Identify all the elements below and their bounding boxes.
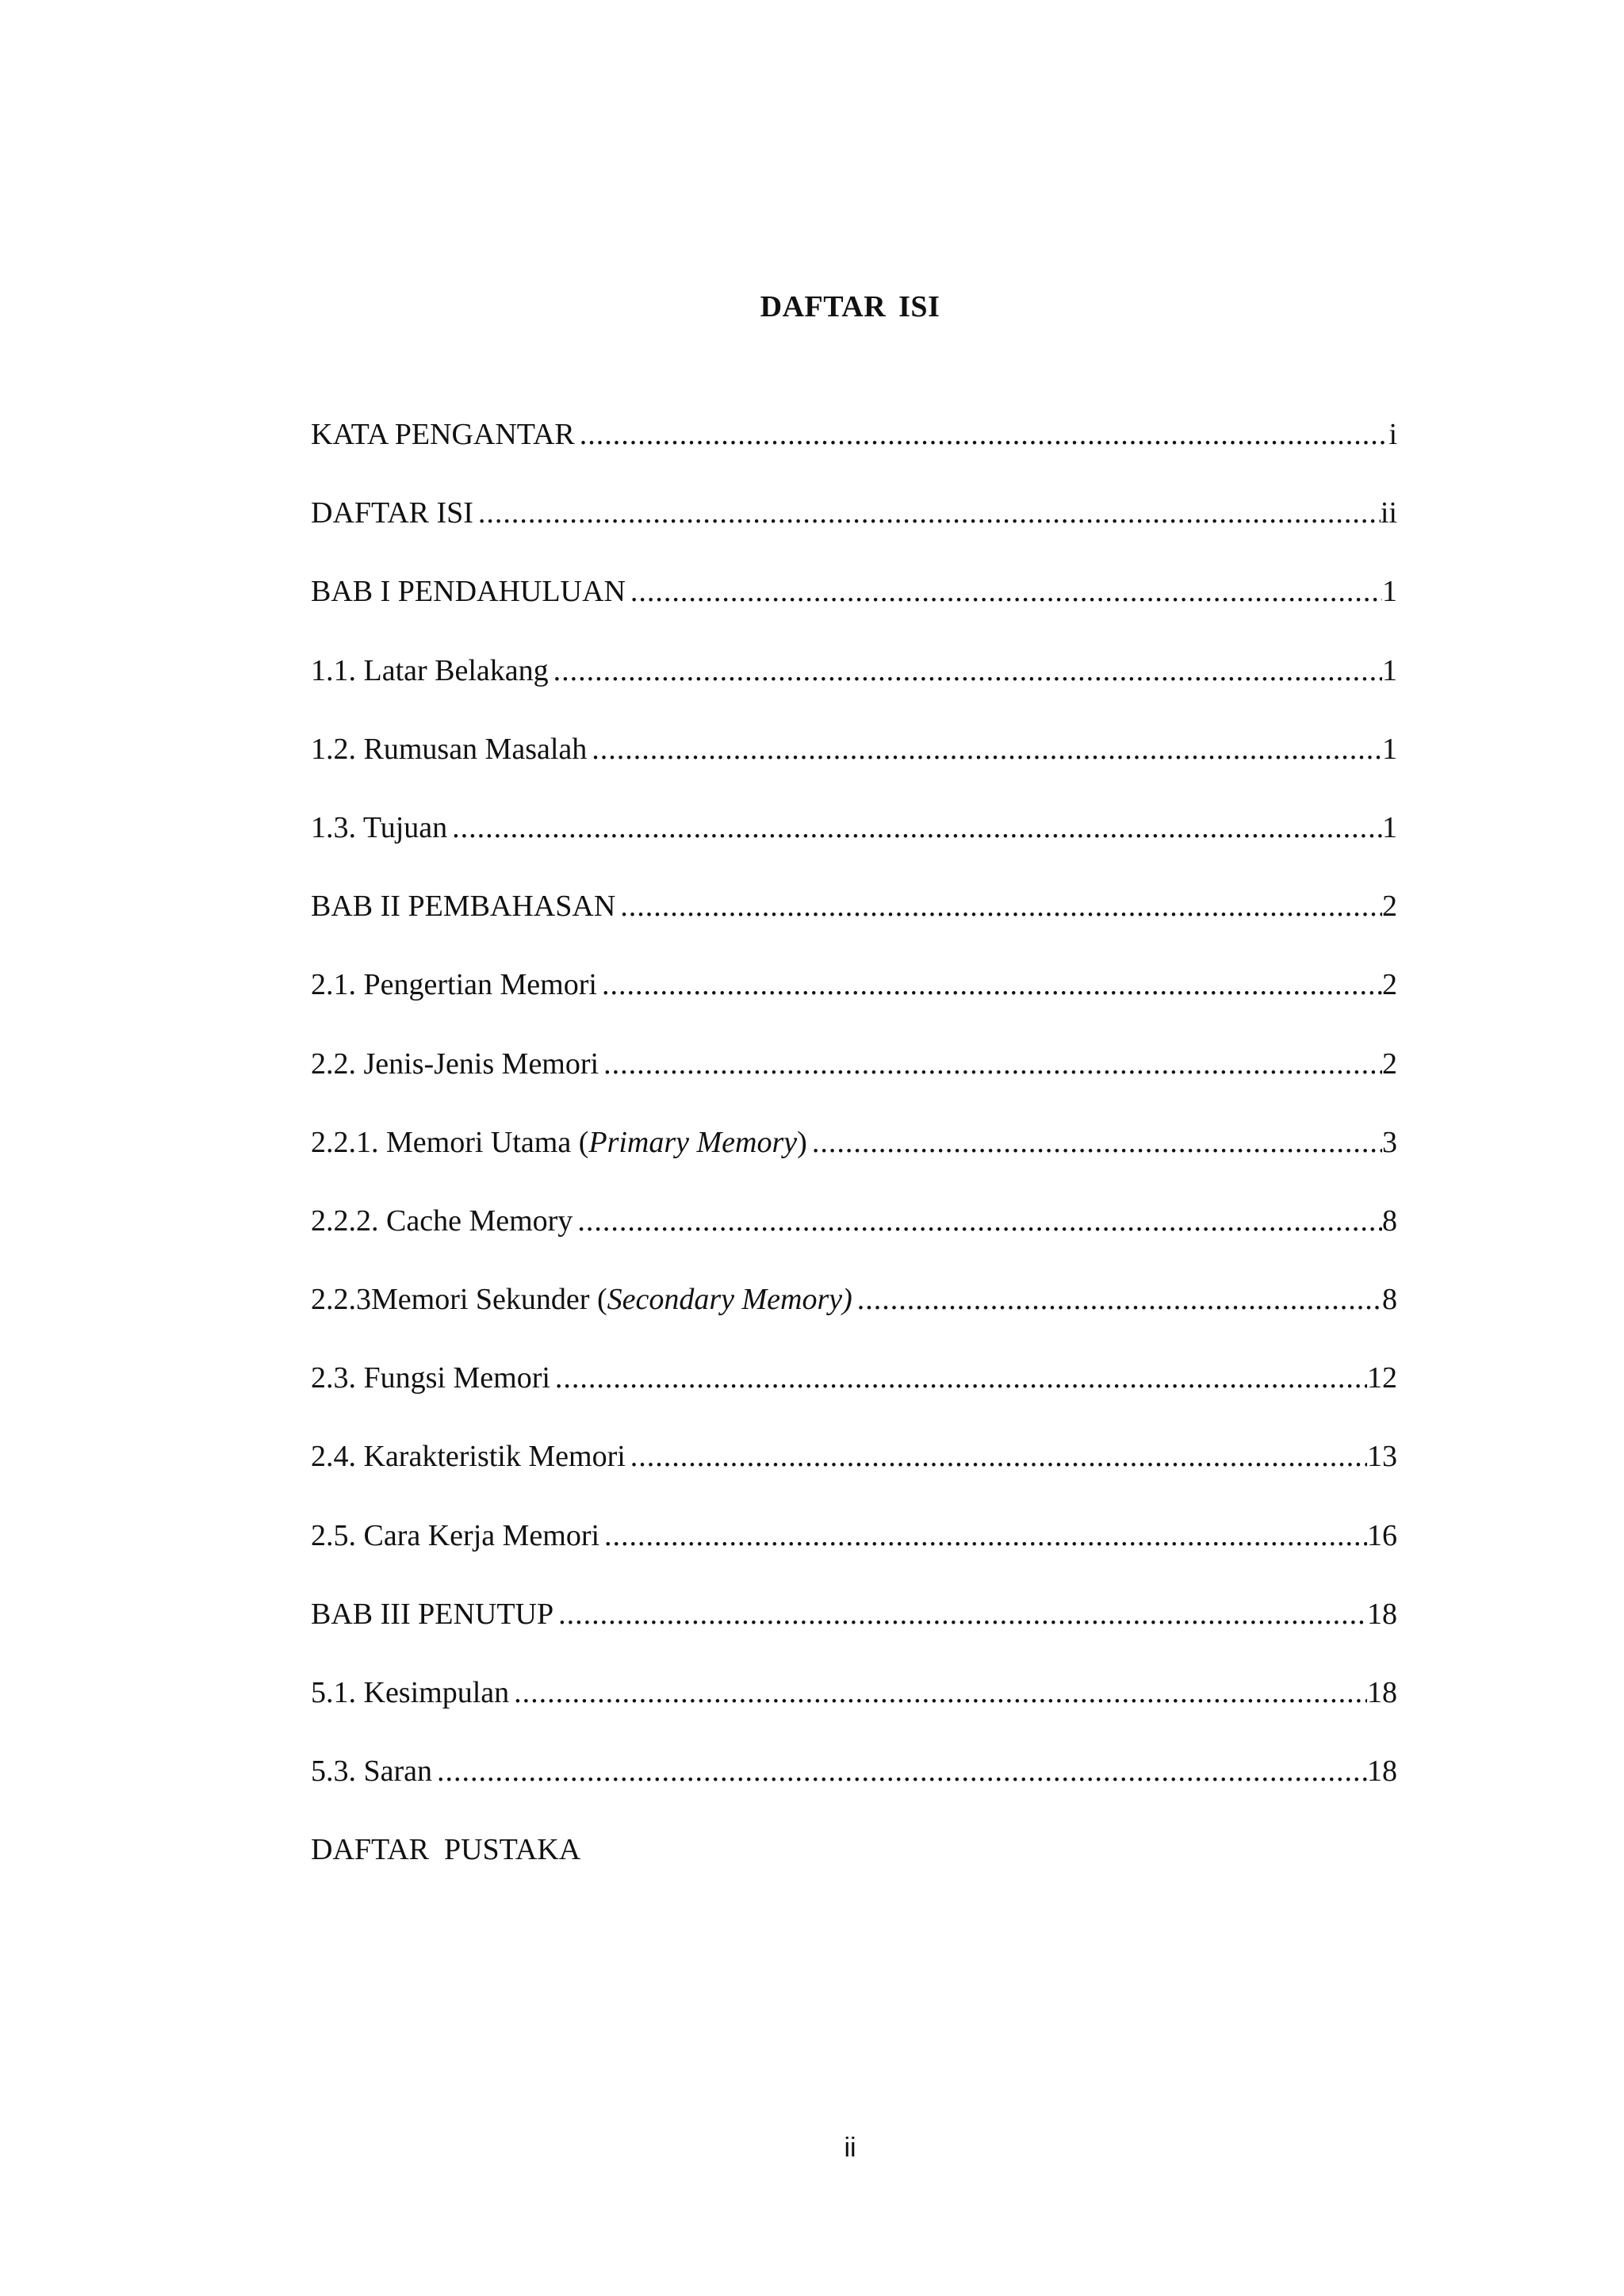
- toc-entry-2-5: [311, 1512, 1397, 1590]
- toc-entry-1-2: [311, 725, 1397, 804]
- toc-entry-label: 2.2. Jenis-Jenis Memori: [311, 1047, 599, 1081]
- toc-entry-page: 8: [1382, 1203, 1397, 1238]
- toc-dot-leader: [603, 1040, 1382, 1088]
- toc-dot-leader: [620, 882, 1382, 930]
- toc-dot-leader: [514, 1669, 1367, 1716]
- toc-entry-label: 1.2. Rumusan Masalah: [311, 732, 588, 766]
- toc-entry-label-italic: Primary Memory: [588, 1125, 798, 1159]
- toc-entry-label: 2.3. Fungsi Memori: [311, 1361, 550, 1395]
- toc-entry-bab-2: [311, 882, 1397, 961]
- toc-entry-daftar-isi: [311, 489, 1397, 568]
- toc-entry-daftar-pustaka: [311, 1826, 1397, 1904]
- toc-entry-label-italic: Secondary Memory): [607, 1283, 852, 1317]
- toc-dot-leader: [555, 1354, 1367, 1402]
- toc-entry-label: DAFTAR ISI: [311, 496, 473, 530]
- page-title: DAFTAR ISI: [760, 290, 940, 323]
- toc-entry-page: 18: [1367, 1597, 1397, 1631]
- toc-entry-2-2-1: [311, 1119, 1397, 1197]
- toc-entry-label: BAB I PENDAHULUAN: [311, 575, 626, 609]
- toc-entry-label: BAB III PENUTUP: [311, 1597, 554, 1631]
- toc-entry-page: ii: [1380, 496, 1397, 530]
- toc-entry-label: 2.4. Karakteristik Memori: [311, 1440, 626, 1474]
- toc-entry-page: 1: [1382, 810, 1397, 844]
- toc-entry-page: 18: [1367, 1676, 1397, 1709]
- toc-entry-page: 16: [1367, 1518, 1397, 1552]
- toc-dot-leader: [452, 804, 1382, 851]
- toc-entry-label: BAB II PEMBAHASAN: [311, 890, 616, 924]
- toc-entry-label-start: 2.2.1. Memori Utama (: [311, 1125, 589, 1159]
- toc-entry-page: 8: [1382, 1283, 1397, 1317]
- toc-entry-5-1: [311, 1669, 1397, 1747]
- toc-entry-2-4: [311, 1433, 1397, 1511]
- toc-entry-5-3: [311, 1747, 1397, 1826]
- toc-entry-label: KATA PENGANTAR: [311, 418, 575, 451]
- toc-entry-label: [311, 1276, 852, 1323]
- toc-entry-2-2-2: [311, 1197, 1397, 1276]
- toc-entry-page: 1: [1382, 653, 1397, 687]
- toc-entry-page: 2: [1382, 968, 1397, 1002]
- toc-entry-label: 2.5. Cara Kerja Memori: [311, 1518, 600, 1552]
- toc-dot-leader: [577, 1197, 1382, 1245]
- toc-dot-leader: [630, 1433, 1367, 1480]
- toc-dot-leader: [592, 725, 1382, 773]
- toc-dot-leader: [478, 489, 1381, 537]
- toc-entry-label: [311, 1119, 807, 1166]
- toc-entry-bab-1: [311, 568, 1397, 646]
- toc-entry-page: 12: [1367, 1361, 1397, 1395]
- toc-entry-1-1: [311, 647, 1397, 725]
- toc-entry-label: DAFTAR PUSTAKA: [311, 1833, 581, 1867]
- toc-dot-leader: [630, 568, 1382, 615]
- toc-entry-label: 5.3. Saran: [311, 1755, 433, 1789]
- toc-entry-kata-pengantar: [311, 411, 1397, 489]
- toc-entry-page: i: [1388, 418, 1397, 451]
- toc-entry-2-1: [311, 961, 1397, 1039]
- toc-entry-label: 2.2.2. Cache Memory: [311, 1203, 573, 1238]
- toc-dot-leader: [437, 1747, 1367, 1795]
- toc-entry-1-3: [311, 804, 1397, 882]
- toc-dot-leader: [580, 411, 1389, 458]
- toc-entry-page: 3: [1382, 1125, 1397, 1159]
- toc-entry-label-start: 2.2.3Memori Sekunder (: [311, 1283, 607, 1317]
- toc-entry-2-3: [311, 1354, 1397, 1433]
- toc-dot-leader: [604, 1512, 1367, 1559]
- toc-entry-2-2: [311, 1040, 1397, 1119]
- toc-entry-label-end: ): [797, 1125, 807, 1159]
- toc-entry-label: 5.1. Kesimpulan: [311, 1676, 510, 1709]
- toc-entry-label: 2.1. Pengertian Memori: [311, 968, 597, 1002]
- toc-entry-page: 1: [1382, 732, 1397, 766]
- page-number: ii: [844, 2133, 856, 2163]
- toc-entry-label: 1.3. Tujuan: [311, 810, 448, 844]
- toc-entry-page: 2: [1382, 890, 1397, 924]
- toc-entry-page: 1: [1382, 575, 1397, 609]
- toc-dot-leader: [553, 647, 1382, 695]
- toc-entry-page: 18: [1367, 1755, 1397, 1789]
- toc-entry-page: 13: [1367, 1440, 1397, 1474]
- toc-dot-leader: [558, 1590, 1367, 1638]
- table-of-contents: [311, 411, 1397, 1905]
- toc-entry-bab-3: [311, 1590, 1397, 1669]
- toc-entry-label: 1.1. Latar Belakang: [311, 653, 549, 687]
- toc-entry-page: 2: [1382, 1047, 1397, 1081]
- toc-dot-leader: [812, 1119, 1382, 1166]
- toc-dot-leader: [602, 961, 1382, 1008]
- toc-entry-2-2-3: [311, 1276, 1397, 1354]
- toc-dot-leader: [857, 1276, 1382, 1323]
